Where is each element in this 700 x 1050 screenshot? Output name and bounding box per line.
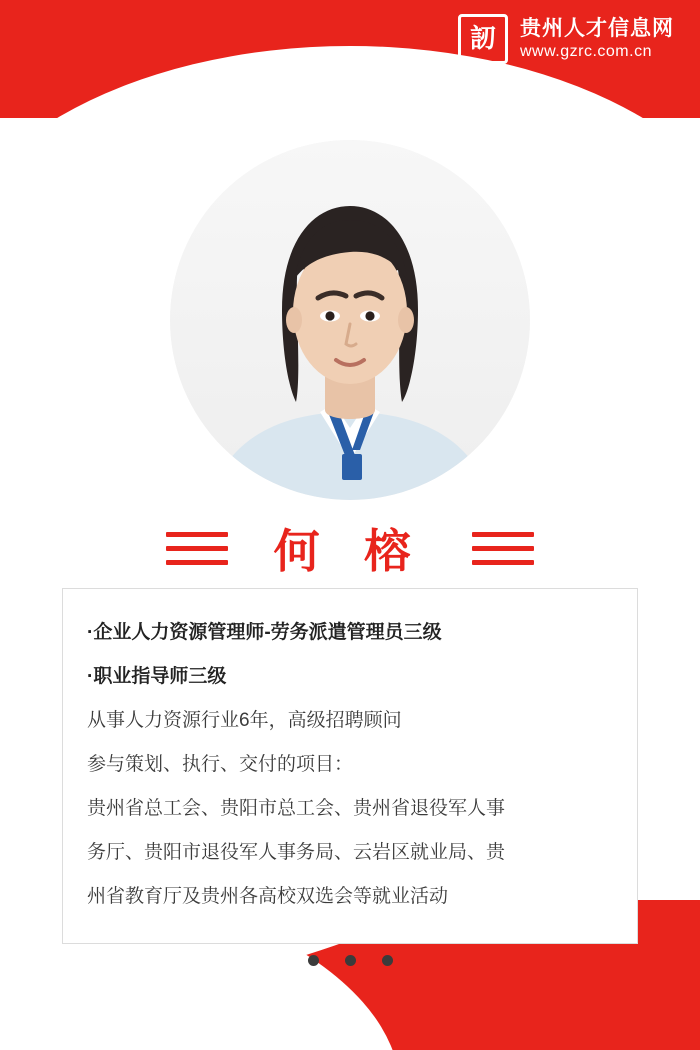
person-name: 何 榕: [273, 525, 427, 577]
pagination-dot[interactable]: [382, 955, 393, 966]
pagination-dot[interactable]: [308, 955, 319, 966]
pagination-dots[interactable]: [0, 955, 700, 966]
info-line-certification-1: ·企业人力资源管理师-劳务派遣管理员三级: [87, 622, 442, 643]
name-decoration-right: [472, 532, 534, 565]
info-line-certification-2: ·职业指导师三级: [87, 666, 227, 687]
brand-text: [520, 16, 674, 62]
logo-glyph: 訒: [469, 24, 496, 53]
brand-name: 贵州人才信息网: [520, 16, 674, 40]
info-line-projects-2: 务厅、贵阳市退役军人事务局、云岩区就业局、贵: [87, 842, 506, 863]
info-card: [62, 588, 638, 944]
info-line-projects-label: 参与策划、执行、交付的项目：: [87, 754, 354, 775]
gzrc-logo-icon: [458, 14, 508, 64]
portrait-photo: [170, 140, 530, 500]
info-line-experience: 从事人力资源行业6年，高级招聘顾问: [87, 710, 402, 731]
portrait-illustration: [170, 140, 530, 500]
name-decoration-left: [166, 532, 228, 565]
person-name-row: [0, 515, 700, 581]
pagination-dot[interactable]: [345, 955, 356, 966]
info-line-projects-3: 州省教育厅及贵州各高校双选会等就业活动: [87, 886, 449, 907]
info-line-projects-1: 贵州省总工会、贵阳市总工会、贵州省退役军人事: [87, 798, 506, 819]
brand-url: www.gzrc.com.cn: [520, 43, 652, 61]
brand-block: [458, 14, 674, 64]
